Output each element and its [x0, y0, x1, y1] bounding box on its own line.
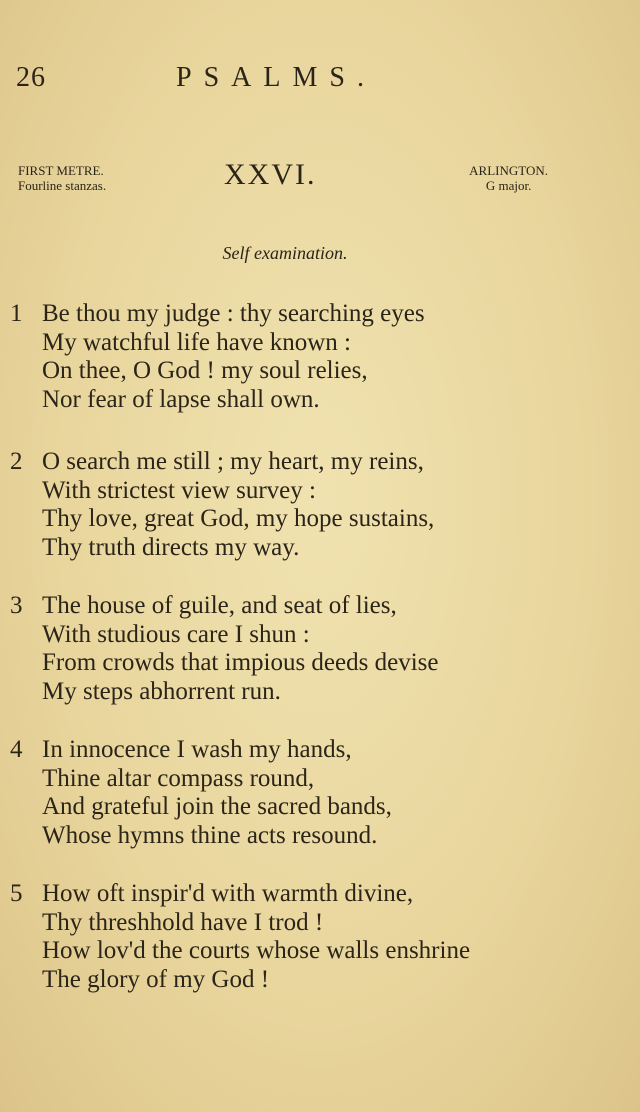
- running-title: PSALMS.: [176, 62, 376, 93]
- verse-line: In innocence I wash my hands,: [42, 736, 352, 763]
- key-label: G major.: [485, 178, 532, 193]
- verse-line: On thee, O God ! my soul relies,: [42, 357, 368, 384]
- metre-info: [18, 163, 106, 193]
- verse-line: Nor fear of lapse shall own.: [42, 385, 320, 413]
- stanza-number: 2: [10, 448, 23, 475]
- stanza-number: 1: [10, 300, 23, 327]
- verse-line: Thy love, great God, my hope sustains,: [42, 505, 435, 532]
- verse-line: Be thou my judge : thy searching eyes: [42, 300, 425, 327]
- psalm-number: XXVI.: [224, 158, 317, 191]
- verse-line: From crowds that impious deeds devise: [42, 649, 439, 676]
- verse-line: The glory of my God !: [42, 965, 270, 993]
- page-number: 26: [16, 62, 46, 93]
- stanza-number: 4: [10, 736, 23, 763]
- verse-line: With studious care I shun :: [42, 620, 310, 648]
- metre-label: FIRST METRE.: [18, 163, 104, 178]
- verse-line: My steps abhorrent run.: [42, 677, 281, 705]
- verse-line: How lov'd the courts whose walls enshrine: [42, 937, 471, 964]
- verse-line: Thy threshhold have I trod !: [42, 908, 324, 936]
- stanza-form-label: Fourline stanzas.: [18, 178, 107, 193]
- verse-line: Thine altar compass round,: [42, 764, 315, 792]
- tune-label: ARLINGTON.: [469, 163, 548, 178]
- stanza-number: 5: [10, 880, 23, 907]
- verse-line: The house of guile, and seat of lies,: [42, 592, 397, 619]
- verse-line: With strictest view survey :: [42, 476, 316, 504]
- verse-line: O search me still ; my heart, my reins,: [42, 448, 424, 475]
- verse-line: Thy truth directs my way.: [42, 533, 300, 561]
- stanza-number: 3: [10, 592, 23, 619]
- verse-line: Whose hymns thine acts resound.: [42, 821, 378, 849]
- verse-line: How oft inspir'd with warmth divine,: [42, 880, 414, 907]
- verse-line: My watchful life have known :: [42, 328, 351, 356]
- tune-info: [469, 163, 548, 193]
- psalm-subtitle: Self examination.: [222, 243, 348, 263]
- verse-line: And grateful join the sacred bands,: [42, 793, 392, 820]
